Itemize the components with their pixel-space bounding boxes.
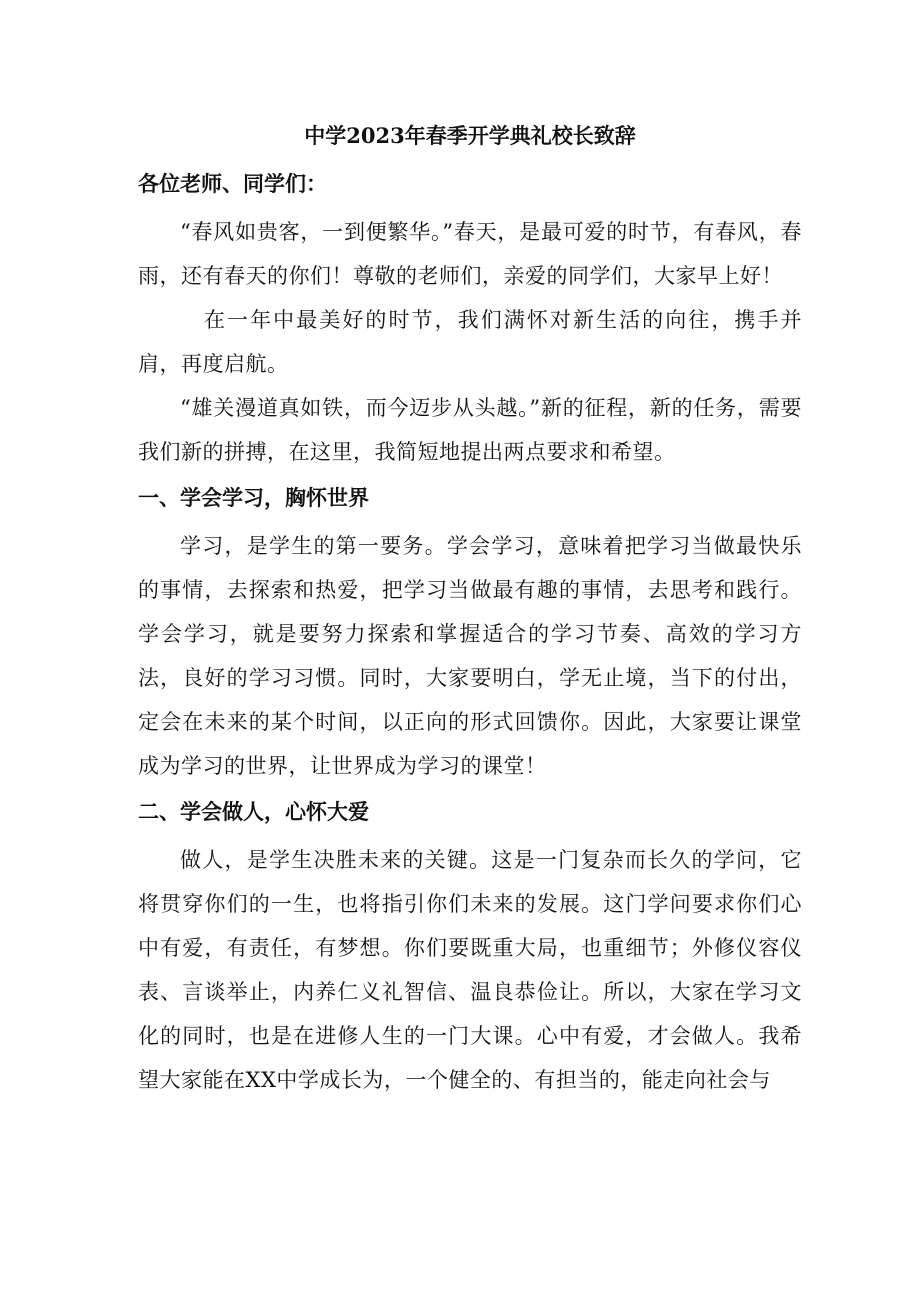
intro-paragraph-2: 在一年中最美好的时节，我们满怀对新生活的向往，携手并肩，再度启航。 [138, 308, 802, 376]
section-paragraph-2: 做人，是学生决胜未来的关键。这是一门复杂而长久的学问，它将贯穿你们的一生，也将指引你们未来的发展。这门学问要求你们心中有爱，有责任，有梦想。你们要既重大局，也重细节；外修仪容仪表、言谈举止，内养仁义礼智信、温良恭俭让。所以，大家在学习文化的同时，也是在进修人生的一门大课。心中有爱，才会做人。我希望大家能在XX中学成长为，一个健全的、有担当的，能走向社会与 [138, 848, 802, 1092]
section-heading-2: 二、学会做人，心怀大爱 [138, 799, 369, 824]
section-heading-1: 一、学会学习，胸怀世界 [138, 485, 369, 510]
document-title: 中学2023年春季开学典礼校长致辞 [304, 123, 636, 148]
salutation: 各位老师、同学们： [138, 171, 327, 196]
section-paragraph-1: 学习，是学生的第一要务。学会学习，意味着把学习当做最快乐的事情，去探索和热爱，把学习当做最有趣的事情，去思考和践行。学会学习，就是要努力探索和掌握适合的学习节奏、高效的学习方法，良好的学习习惯。同时，大家要明白，学无止境，当下的付出，定会在未来的某个时间，以正向的形式回馈你。因此，大家要让课堂成为学习的世界，让世界成为学习的课堂！ [138, 534, 802, 778]
intro-paragraph-3: “雄关漫道真如铁，而今迈步从头越。”新的征程，新的任务，需要我们新的拼搏，在这里，我简短地提出两点要求和希望。 [138, 396, 802, 464]
intro-paragraph-1: “春风如贵客，一到便繁华。”春天，是最可爱的时节，有春风，春雨，还有春天的你们！尊敬的老师们，亲爱的同学们，大家早上好！ [138, 220, 802, 288]
document-page [138, 118, 802, 1102]
